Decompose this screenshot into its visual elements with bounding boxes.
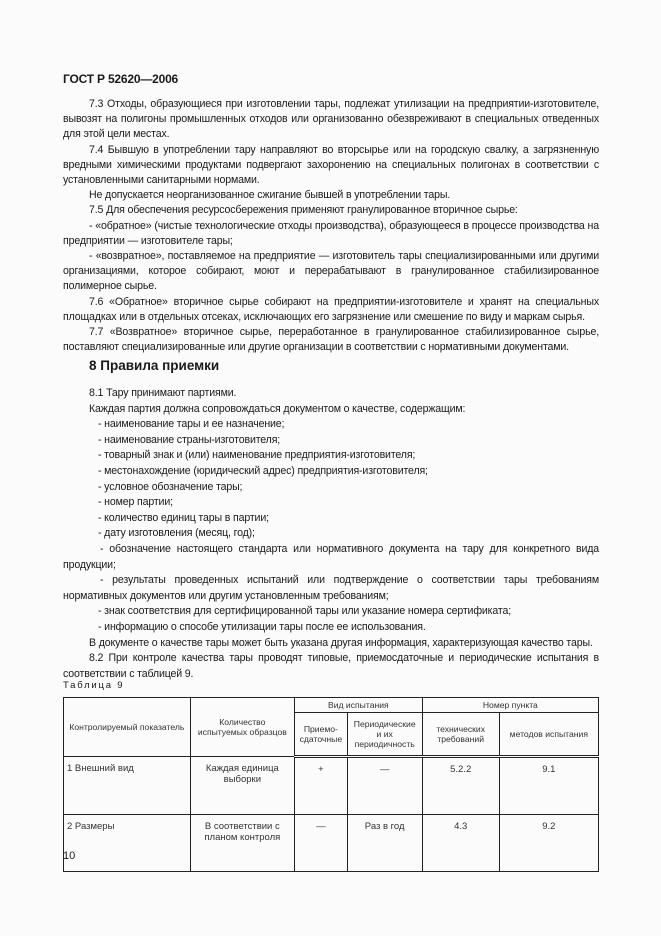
paragraph: 7.5 Для обеспечения ресурсосбережения применяют гранулированное вторичное сырье: — [89, 204, 518, 217]
section-8-text — [63, 386, 599, 682]
list-item: - наименование тары и ее назначение; — [98, 418, 285, 431]
list-item: - результаты проведенных испытаний или подтверждение о соответствии тары требованиям нормативных документов или другим установленным требованиям; — [63, 574, 599, 602]
header-sample-count: Количество испытуемых образцов — [190, 698, 294, 757]
list-item: - наименование страны-изготовителя; — [98, 433, 281, 446]
list-item: - условное обозначение тары; — [98, 480, 243, 493]
paragraph: 7.6 «Обратное» вторичное сырье собирают на предприятии-изготовителе и хранят на специальных площадках или в отдельных отсеках, исключающих его загрязнение или смешение по виду и маркам сырья. — [63, 295, 599, 323]
paragraph: В документе о качестве тары может быть указана другая информация, характеризующая качество тары. — [89, 636, 593, 649]
page-number: 10 — [63, 850, 76, 862]
document-header: ГОСТ Р 52620—2006 — [63, 72, 179, 86]
table-caption: Таблица 9 — [63, 680, 125, 691]
paragraph: 7.3 Отходы, образующиеся при изготовлении тары, подлежат утилизации на предприятии-изготовителе, вывозят на полигоны промышленных отходов или организованно обезвреживают в специальных отведенных для этой цели местах. — [63, 98, 599, 141]
list-item: - информацию о способе утилизации тары после ее использования. — [98, 620, 426, 633]
list-item: - дату изготовления (месяц, год); — [98, 527, 255, 540]
paragraph: - «возвратное», поставляемое на предприятие — изготовитель тары специализированными или другими организациями, которое собирают, моют и перерабатывают в гранулированное стабилизированное полимерное сырье. — [63, 250, 599, 293]
paragraph: Не допускается неорганизованное сжигание бывшей в употреблении тары. — [89, 189, 451, 202]
list-item: - местонахождение (юридический адрес) предприятия-изготовителя; — [98, 464, 428, 477]
paragraph: 8.2 При контроле качества тары проводят типовые, приемосдаточные и периодические испытания в соответствии с таблицей 9. — [63, 652, 599, 680]
header-periodic: Периодические и их периодичность — [347, 713, 422, 757]
header-test-type: Вид испытания — [295, 698, 423, 713]
paragraph: - «обратное» (чистые технологические отходы производства), образующееся в процессе производства на предприятии — изготовителе тары; — [63, 219, 599, 247]
header-clause-number: Номер пункта — [422, 698, 598, 713]
table-row: 2 Размеры В соответствии с планом контроля — Раз в год 4.3 9.2 — [64, 815, 599, 872]
paragraph: 8.1 Тару принимают партиями. — [89, 387, 237, 399]
paragraph: 7.7 «Возвратное» вторичное сырье, переработанное в гранулированное стабилизированное сырье, поставляют специализированные или другие организации в соответствии с нормативными документами. — [63, 326, 599, 354]
header-controlled-parameter: Контролируемый показатель — [64, 698, 191, 757]
section-7-text — [63, 97, 599, 355]
header-tech-requirements: технических требований — [422, 713, 499, 757]
list-item: - количество единиц тары в партии; — [98, 511, 269, 524]
list-item: - обозначение настоящего стандарта или нормативного документа на тару для конкретного вида продукции; — [63, 542, 599, 571]
paragraph: 7.4 Бывшую в употреблении тару направляют во вторсырье или на городскую свалку, а загрязненную вредными химическими продуктами подвергают захоронению на специальных полигонах в соответствии с установленными санитарными нормами. — [63, 143, 599, 187]
list-item: - знак соответствия для сертифицированной тары или указание номера сертификата; — [98, 605, 512, 618]
paragraph: Каждая партия должна сопровождаться документом о качестве, содержащим: — [89, 402, 466, 415]
list-item: - товарный знак и (или) наименование предприятия-изготовителя; — [98, 449, 416, 462]
table-row: 1 Внешний вид Каждая единица выборки + — 5.2.2 9.1 — [64, 757, 599, 815]
header-test-methods: методов испытания — [499, 713, 598, 757]
list-item: - номер партии; — [98, 496, 173, 509]
table-9 — [63, 697, 599, 872]
header-acceptance: Приемо-сдаточные — [295, 713, 348, 757]
section-8-title: 8 Правила приемки — [89, 358, 220, 373]
